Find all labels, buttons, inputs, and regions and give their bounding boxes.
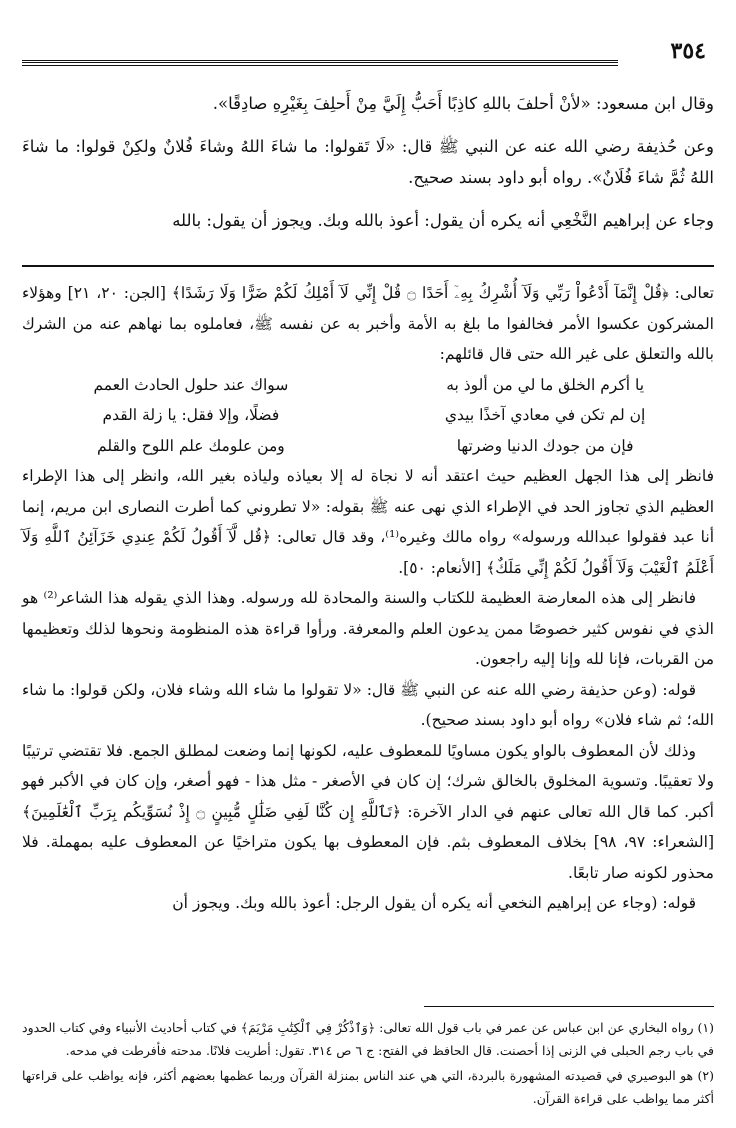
verse-second-hemistich: ومن علومك علم اللوح والقلم [97,436,285,455]
main-text [22,88,714,248]
footnote-2: (٢) هو البوصيري في قصيدته المشهورة بالبردة، التي هي عند الناس بمنزلة القرآن وربما عظمها بعضهم أكثر، فإنه يواظب على قراءتها أكثر مما يواظب على قراءة القرآن. [22,1068,714,1106]
verse-second-hemistich: فضلًا، وإلا فقل: يا زلة القدم [102,406,280,424]
commentary-paragraph-3: فانظر إلى هذه المعارضة العظيمة للكتاب والسنة والمحادة لله ورسوله. وهذا الذي يقوله هذا الشاعر⁽²⁾ هو الذي في نفوس كثير خصوصًا ممن يدعون العلم والمعرفة. ورأوا قراءة هذه المنظومة ونحوها لذلك وتعظيمها من القربات، فإنا لله وإنا إليه راجعون. [22,589,714,668]
main-paragraph-2: وعن حُذيفة رضي الله عنه عن النبي ﷺ قال: «لَا تَقولوا: ما شاءَ اللهُ وشاءَ فُلانٌ ولكِنْ قولوا: ما شاءَ اللهُ ثُمَّ شاءَ فُلَانٌ». رواه أبو داود بسند صحيح. [22,137,714,187]
poem-verse [40,400,696,431]
section-divider [22,265,714,267]
commentary [22,278,714,919]
main-paragraph-3: وجاء عن إبراهيم النَّخْعِي أنه يكره أن يقول: أعوذ بالله وبك. ويجوز أن يقول: بالله [172,211,714,230]
footnote-1: (١) رواه البخاري عن ابن عباس عن عمر في باب قول الله تعالى: ﴿وَٱذْكُرْ فِي ٱلْكِتَٰبِ مَرْيَمَ﴾ في كتاب أحاديث الأنبياء وفي كتاب الحدود في باب رجم الحبلى في الزنى إذا أحصنت. قال الحافظ في الفتح: ج ٦ ص ٣١٤. تقول: أطريت فلانًا. مدحته فأفرطت في مدحه. [22,1020,714,1058]
verse-first-hemistich: إن لم تكن في معادي آخذًا بيدي [444,406,646,424]
commentary-paragraph-5: وذلك لأن المعطوف بالواو يكون مساويًا للمعطوف عليه، لكونها إنما وضعت لمطلق الجمع. فلا تقتضي ترتيبًا ولا تعقيبًا. وتسوية المخلوق بالخالق شرك؛ إن كان في الأصغر - مثل هذا - فهو أصغر، وإن كان في الأكبر فهو أكبر. كما قال الله تعالى عنهم في الدار الآخرة: ﴿تَٱللَّهِ إِن كُنَّا لَفِي ضَلَٰلٍ مُّبِينٍ ۝ إِذْ نُسَوِّيكُم بِرَبِّ ٱلْعَٰلَمِينَ﴾ [الشعراء: ٩٧، ٩٨] بخلاف المعطوف بثم. فإن المعطوف بها يكون متراخيًا عن المعطوف عليه بمهملة. فلا محذور لكونه صار تابعًا. [22,741,714,882]
commentary-paragraph-2: فانظر إلى هذا الجهل العظيم حيث اعتقد أنه لا نجاة له إلا بعياذه ولياذه بغير الله، وانظر إلى هذا الإطراء العظيم الذي تجاوز الحد في الإطراء الذي نهى عنه ﷺ بقوله: «لا تطروني كما أطرت النصارى ابن مريم، إنما أنا عبد فقولوا عبدالله ورسوله» رواه مالك وغيره⁽¹⁾، وقد قال تعالى: ﴿قُل لَّآ أَقُولُ لَكُمْ عِندِي خَزَآئِنُ ٱللَّهِ وَلَآ أَعْلَمُ ٱلْغَيْبَ وَلَآ أَقُولُ لَكُمْ إِنِّي مَلَكٌ﴾ [الأنعام: ٥٠]. [22,467,714,577]
page-number: ٣٥٤ [670,38,706,64]
poem-verse [40,431,696,462]
commentary-paragraph-1: تعالى: ﴿قُلْ إِنَّمَآ أَدْعُواْ رَبِّي وَلَآ أُشْرِكُ بِهِۦٓ أَحَدًا ۝ قُلْ إِنِّي لَآ أَمْلِكُ لَكُمْ ضَرًّا وَلَا رَشَدًا﴾ [الجن: ٢٠، ٢١] وهؤلاء المشركون عكسوا الأمر فخالفوا ما بلغ به الأمة وأخبر به عن نفسه ﷺ، فعاملوه بما نهاهم عنه من الشرك بالله والتعلق على غير الله حتى قال قائلهم: [22,284,714,363]
verse-second-hemistich: سواك عند حلول الحادث العمم [93,375,289,394]
footnotes [22,1016,714,1112]
commentary-paragraph-6: قوله: (وجاء عن إبراهيم النخعي أنه يكره أن يقول الرجل: أعوذ بالله وبك. ويجوز أن [172,894,696,912]
poem-verses [40,370,696,462]
verse-first-hemistich: يا أكرم الخلق ما لي من ألوذ به [446,375,645,394]
poem-verse [40,370,696,401]
page-header [22,36,714,66]
verse-first-hemistich: فإن من جودك الدنيا وضرتها [456,436,634,455]
main-paragraph-1: وقال ابن مسعود: «لأنْ أحلفَ باللهِ كاذِبًا أَحَبُّ إِلَيَّ مِنْ أَحلِفَ بِغَيْرِهِ صادِقًا». [212,94,714,113]
footnote-rule [424,1006,714,1007]
header-rule [22,60,618,66]
commentary-paragraph-4: قوله: (وعن حذيفة رضي الله عنه عن النبي ﷺ قال: «لا تقولوا ما شاء الله وشاء فلان، ولكن قولوا: ما شاء الله؛ ثم شاء فلان» رواه أبو داود بسند صحيح). [22,680,714,729]
